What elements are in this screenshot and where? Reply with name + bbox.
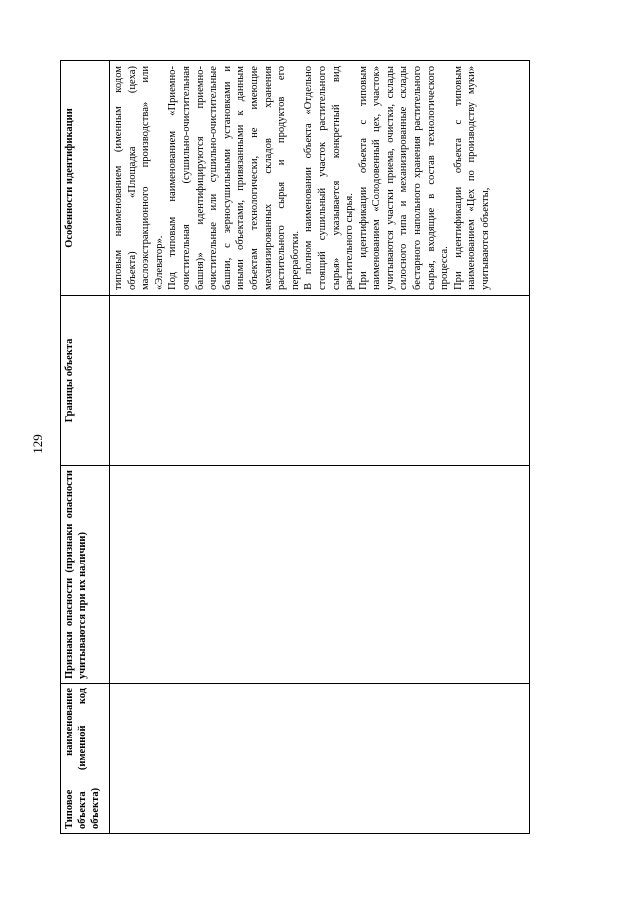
table-header-row (61, 61, 110, 834)
cell-object-boundaries (110, 296, 530, 466)
header-object-boundaries: Границы объекта (61, 296, 110, 466)
identification-table (60, 60, 530, 834)
table-row (110, 61, 530, 834)
header-object-name: Типовое наименование объекта (именной код объекта) (61, 684, 110, 834)
cell-hazard-signs (110, 466, 530, 684)
cell-object-name (110, 684, 530, 834)
features-paragraph-4: При идентификации объекта с типовым наименованием «Солодовенный цех, участок» учитываются участки приема, очистки, склады силосного типа и механизированные склады бестарного напольного хранения растительного сырья, входящие в состав технологического процесса. (357, 66, 451, 290)
cell-identification-features (110, 61, 530, 296)
page-number: 129 (30, 434, 45, 454)
features-paragraph-5: При идентификации объекта с типовым наименованием «Цех по производству муки» учитываются объекты, (452, 66, 492, 290)
header-identification-features: Особенности идентификации (61, 61, 110, 296)
features-paragraph-1: типовым наименованием (именным кодом объекта) «Площадка (цеха) маслоэкстракционного производства» или «Элеватор». (113, 66, 165, 290)
identification-table-rotated (60, 61, 530, 834)
header-hazard-signs: Признаки опасности (признаки опасности учитываются при их наличии) (61, 466, 110, 684)
features-paragraph-2: Под типовым наименованием «Приемно-очистительная (сушильно-очистительная башня)» идентифицируются приемно-очистительные или сушильно-очистительные башни, с зерносушильными установками и иными объектами, привязанными к данным объектам технологически, не имеющие механизированных складов хранения растительного сырья и продуктов его переработки. (167, 66, 301, 290)
features-paragraph-3: В полном наименовании объекта «Отдельно стоящий сушильный участок растительного сырья» указывается конкретный вид растительного сырья. (303, 66, 356, 290)
